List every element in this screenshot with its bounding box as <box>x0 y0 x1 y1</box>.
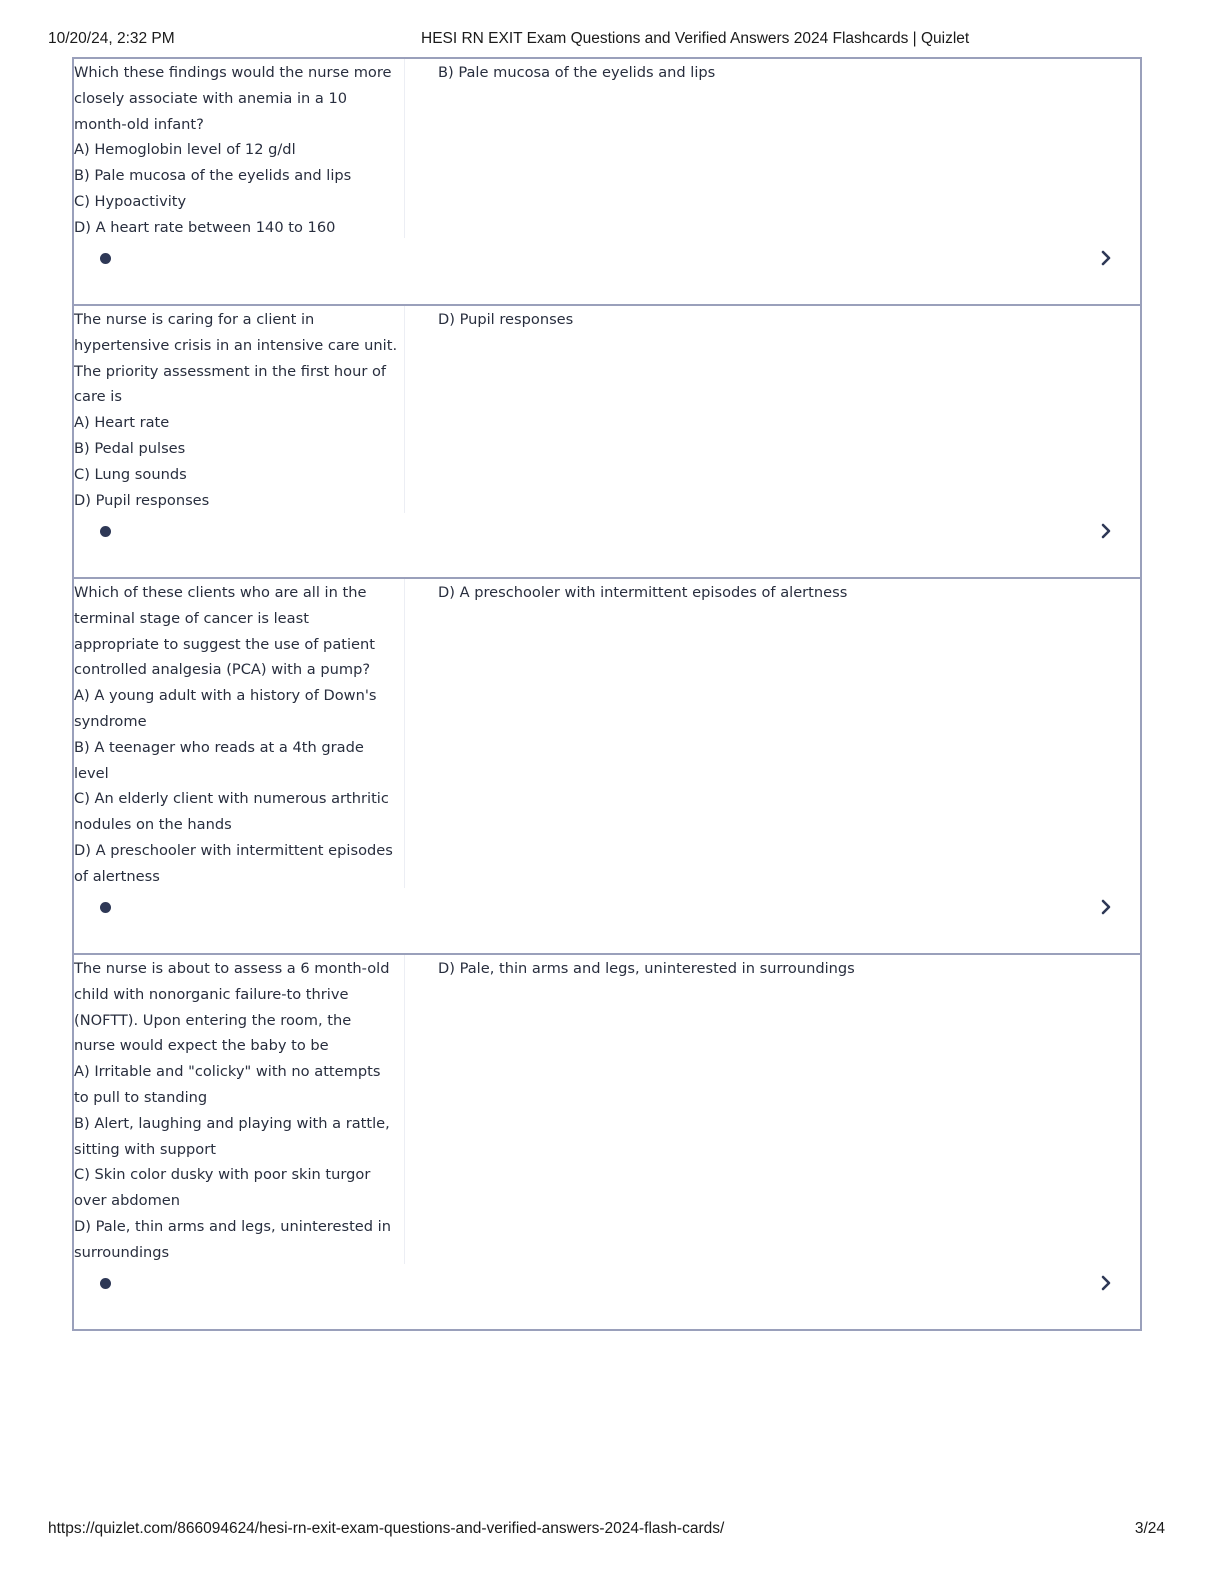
print-url: https://quizlet.com/866094624/hesi-rn-exit-exam-questions-and-verified-answers-2024-flash-cards/ <box>48 1520 725 1537</box>
term-line: A) Heart rate <box>74 414 170 432</box>
flashcard-definition: D) A preschooler with intermittent episodes of alertness <box>438 584 848 601</box>
audio-dot-icon[interactable] <box>100 902 111 913</box>
term-line: B) A teenager who reads at a 4th grade <box>74 738 364 756</box>
term-line: D) Pale, thin arms and legs, uninterested in <box>74 1217 391 1235</box>
term-line: month-old infant? <box>74 115 204 133</box>
print-datetime: 10/20/24, 2:32 PM <box>48 30 175 47</box>
flashcard-term <box>74 579 405 888</box>
term-line: The nurse is caring for a client in <box>74 311 315 328</box>
term-line: of alertness <box>74 867 160 885</box>
term-line: over abdomen <box>74 1192 181 1210</box>
term-line: A) Hemoglobin level of 12 g/dl <box>74 141 296 159</box>
term-line: C) An elderly client with numerous arthritic <box>74 790 389 808</box>
flashcard-definition: B) Pale mucosa of the eyelids and lips <box>438 64 716 81</box>
term-line: B) Pale mucosa of the eyelids and lips <box>74 167 352 185</box>
flashcard <box>72 57 1142 306</box>
term-line: D) A preschooler with intermittent episodes <box>74 841 393 859</box>
term-line: D) Pupil responses <box>74 491 210 509</box>
flashcard <box>72 953 1142 1331</box>
term-line: (NOFTT). Upon entering the room, the <box>74 1011 352 1029</box>
term-line: terminal stage of cancer is least <box>74 609 309 627</box>
audio-dot-icon[interactable] <box>100 526 111 537</box>
term-line: B) Alert, laughing and playing with a rattle, <box>74 1114 390 1132</box>
audio-dot-icon[interactable] <box>100 253 111 264</box>
flashcard-term <box>74 306 405 513</box>
term-line: B) Pedal pulses <box>74 439 186 457</box>
term-line: appropriate to suggest the use of patient <box>74 635 375 653</box>
term-line: C) Hypoactivity <box>74 192 187 210</box>
term-line: closely associate with anemia in a 10 <box>74 89 348 107</box>
term-line: controlled analgesia (PCA) with a pump? <box>74 661 371 679</box>
term-line: hypertensive crisis in an intensive care unit. <box>74 336 398 354</box>
chevron-right-icon[interactable] <box>1096 521 1116 541</box>
chevron-right-icon[interactable] <box>1096 897 1116 917</box>
term-line: sitting with support <box>74 1140 216 1158</box>
term-line: C) Lung sounds <box>74 465 187 483</box>
term-line: The nurse is about to assess a 6 month-old <box>74 960 390 977</box>
flashcard <box>72 577 1142 955</box>
term-line: Which these findings would the nurse more <box>74 64 392 81</box>
term-line: level <box>74 764 109 782</box>
term-line: A) A young adult with a history of Down's <box>74 687 377 705</box>
term-line: The priority assessment in the first hour of <box>74 362 387 380</box>
print-footer <box>48 1520 1165 1540</box>
print-header <box>48 30 1178 50</box>
term-line: care is <box>74 388 122 406</box>
flashcard-term <box>74 955 405 1264</box>
chevron-right-icon[interactable] <box>1096 248 1116 268</box>
term-line: child with nonorganic failure-to thrive <box>74 985 349 1003</box>
flashcard-term <box>74 59 405 238</box>
term-line: surroundings <box>74 1243 170 1261</box>
term-line: D) A heart rate between 140 to 160 <box>74 218 336 236</box>
audio-dot-icon[interactable] <box>100 1278 111 1289</box>
term-line: nurse would expect the baby to be <box>74 1037 329 1055</box>
chevron-right-icon[interactable] <box>1096 1273 1116 1293</box>
term-line: C) Skin color dusky with poor skin turgor <box>74 1166 371 1184</box>
term-line: Which of these clients who are all in the <box>74 584 367 601</box>
term-line: syndrome <box>74 712 147 730</box>
flashcard-definition: D) Pale, thin arms and legs, uninterested in surroundings <box>438 960 855 977</box>
term-line: nodules on the hands <box>74 816 232 834</box>
flashcard-definition: D) Pupil responses <box>438 311 574 328</box>
page-number: 3/24 <box>1134 1520 1165 1537</box>
print-page-title: HESI RN EXIT Exam Questions and Verified Answers 2024 Flashcards | Quizlet <box>421 30 970 47</box>
term-line: A) Irritable and "colicky" with no attempts <box>74 1063 381 1081</box>
flashcard <box>72 304 1142 579</box>
term-line: to pull to standing <box>74 1088 208 1106</box>
